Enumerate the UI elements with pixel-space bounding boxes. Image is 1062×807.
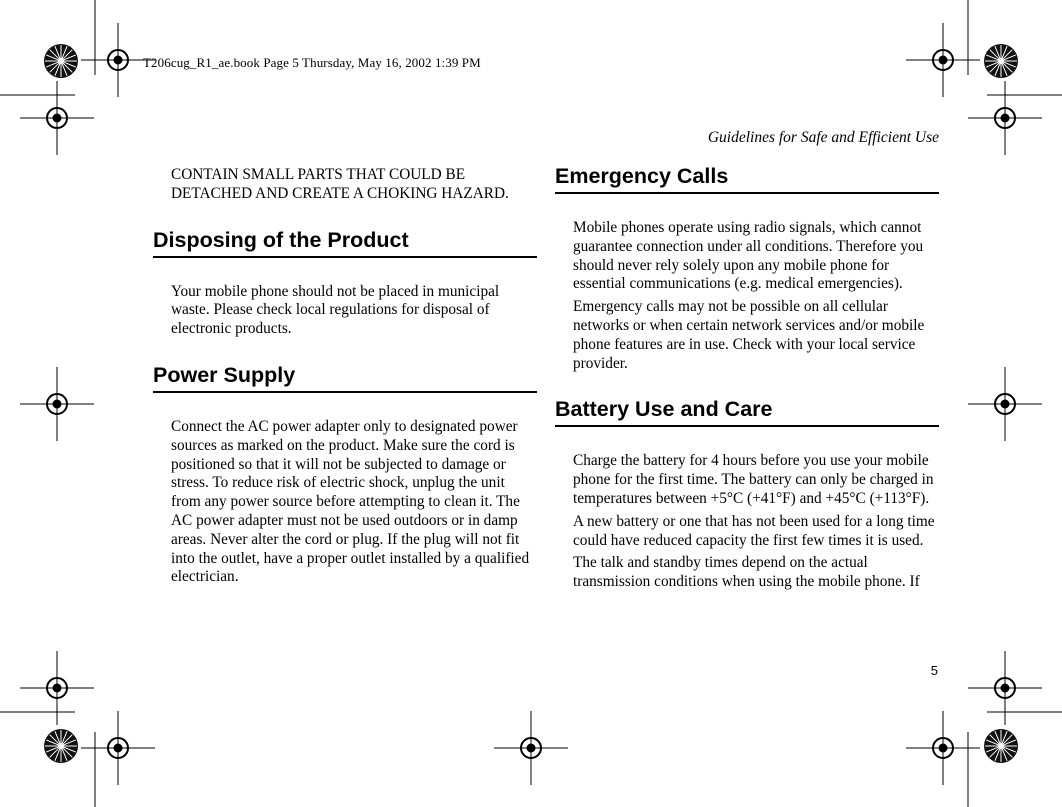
registration-mark-upper-left	[20, 81, 94, 155]
battery-section	[555, 395, 939, 592]
battery-paragraph-3: The talk and standby times depend on the actual transmission conditions when using the mobile phone. If	[573, 554, 920, 591]
registration-mark-upper-right	[968, 81, 1042, 155]
registration-mark-bottom-right	[906, 711, 980, 785]
disposing-body: Your mobile phone should not be placed in municipal waste. Please check local regulations for disposal of electronic products.	[171, 282, 500, 338]
emergency-calls-paragraph-1: Mobile phones operate using radio signals, which cannot guarantee connection under all conditions. Therefore you should never rely solely upon any mobile phone for essential communications (e.g. medical emergencies).	[573, 219, 924, 293]
battery-paragraph-2: A new battery or one that has not been used for a long time could have reduced capacity the first few times it is used.	[573, 512, 935, 549]
emergency-calls-heading: Emergency Calls	[555, 162, 939, 194]
disposing-section	[153, 226, 537, 339]
registration-mark-lower-left	[20, 651, 94, 725]
emergency-calls-section	[555, 162, 939, 373]
power-supply-body: Connect the AC power adapter only to designated power sources as marked on the product. Make sure the cord is positioned so that it will not be subjected to damage or stress. To reduce risk of electric shock, unplug the unit from any power source before attempting to clean it. The AC power adapter must not be used outdoors or in damp areas. Never alter the cord or plug. If the plug will not fit into the outlet, have a proper outlet installed by a qualified electrician.	[171, 417, 530, 586]
choking-hazard-warning: CONTAIN SMALL PARTS THAT COULD BE DETACHED AND CREATE A CHOKING HAZARD.	[171, 166, 509, 202]
print-slug: T206cug_R1_ae.book Page 5 Thursday, May 16, 2002 1:39 PM	[143, 55, 481, 70]
starburst-mark-top-right	[984, 44, 1018, 78]
battery-paragraph-1: Charge the battery for 4 hours before you use your mobile phone for the first time. The battery can only be charged in temperatures between +5°C (+41°F) and +45°C (+113°F).	[573, 452, 934, 507]
power-supply-heading: Power Supply	[153, 361, 537, 393]
starburst-mark-bottom-left	[44, 729, 78, 763]
registration-mark-middle-right	[968, 367, 1042, 441]
running-header: Guidelines for Safe and Efficient Use	[707, 129, 939, 146]
power-supply-section	[153, 361, 537, 587]
registration-mark-middle-left	[20, 367, 94, 441]
registration-mark-bottom-left	[81, 711, 155, 785]
starburst-mark-top-left	[44, 44, 78, 78]
disposing-heading: Disposing of the Product	[153, 226, 537, 258]
registration-mark-bottom-center	[494, 711, 568, 785]
registration-mark-top-right	[906, 23, 980, 97]
registration-mark-lower-right	[968, 651, 1042, 725]
battery-heading: Battery Use and Care	[555, 395, 939, 427]
emergency-calls-paragraph-2: Emergency calls may not be possible on all cellular networks or when certain network services and/or mobile phone features are in use. Check with your local service provider.	[573, 298, 925, 372]
starburst-mark-bottom-right	[984, 729, 1018, 763]
left-column	[153, 166, 537, 591]
page-number: 5	[930, 663, 938, 678]
right-column	[555, 162, 939, 596]
